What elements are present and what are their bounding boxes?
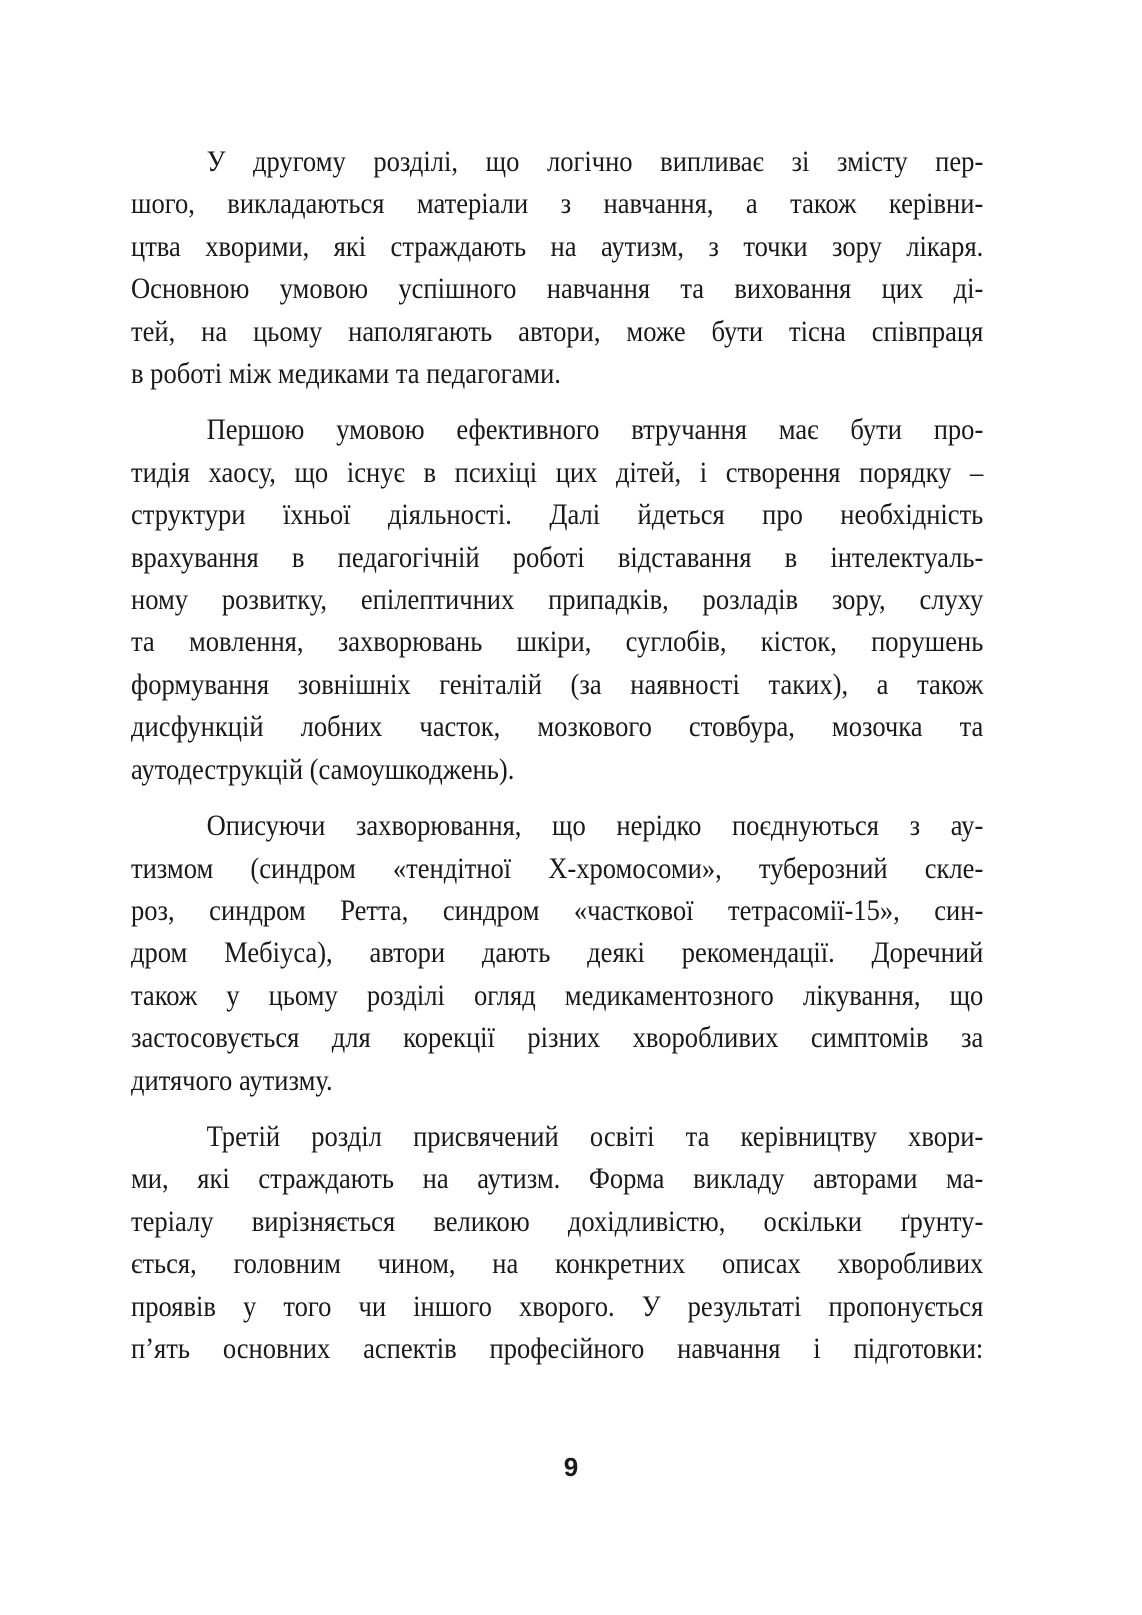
text-line: дисфункцій лобних часток, мозкового стовбура, мозочка та [131, 711, 984, 744]
text-line: та мовлення, захворювань шкіри, суглобів, кісток, порушень [131, 626, 984, 659]
text-line: тей, на цьому наполягають автори, може бути тісна співпраця [131, 315, 984, 348]
text-line: формування зовнішніх геніталій (за наявності таких), а також [131, 668, 984, 701]
text-line: проявів у того чи іншого хворого. У результаті пропонується [131, 1290, 984, 1323]
text-line: тидія хаосу, що існує в психіці цих дітей, і створення порядку – [131, 456, 984, 489]
text-line: ному розвитку, епілептичних припадків, розладів зору, слуху [131, 584, 984, 617]
text-line: дром Мебіуса), автори дають деякі рекомендації. Доречний [131, 937, 984, 970]
text-line: тизмом (синдром «тендітної Х-хромосоми», туберозний скле- [131, 852, 984, 885]
text-line: Третій розділ присвячений освіті та керівництву хвори- [206, 1120, 984, 1153]
paragraph-1 [131, 141, 983, 395]
text-line: також у цьому розділі огляд медикаментозного лікування, що [131, 979, 984, 1012]
text-line: теріалу вирізняється великою дохідливістю, оскільки ґрунту- [131, 1205, 984, 1238]
paragraph-2 [131, 409, 983, 791]
text-line: дитячого аутизму. [131, 1064, 333, 1097]
text-line: структури їхньої діяльності. Далі йдеться про необхідність [131, 499, 984, 532]
text-line: цтва хворими, які страждають на аутизм, з точки зору лікаря. [131, 230, 984, 263]
text-line: аутодеструкцій (самоушкоджень). [131, 753, 515, 786]
text-line: Основною умовою успішного навчання та виховання цих ді- [131, 273, 984, 306]
text-line: ми, які страждають на аутизм. Форма викладу авторами ма- [131, 1163, 984, 1196]
text-line: Описуючи захворювання, що нерідко поєднуються з ау- [206, 810, 984, 843]
text-line: п’ять основних аспектів професійного навчання і підготовки: [131, 1332, 984, 1365]
text-line: У другому розділі, що логічно випливає зі змісту пер- [206, 146, 984, 178]
text-line: шого, викладаються матеріали з навчання, а також керівни- [131, 188, 984, 221]
text-line: застосовується для корекції різних хворобливих симптомів за [131, 1022, 984, 1055]
page-number: 9 [563, 1452, 579, 1482]
paragraph-4 [131, 1116, 983, 1370]
text-line: роз, синдром Ретта, синдром «часткової тетрасомії-15», син- [131, 894, 984, 927]
text-line: Першою умовою ефективного втручання має бути про- [206, 414, 984, 447]
text-line: врахування в педагогічній роботі відставання в інтелектуаль- [131, 541, 984, 574]
body-text [131, 141, 984, 1384]
paragraph-3 [131, 805, 983, 1102]
text-line: в роботі між медиками та педагогами. [131, 358, 561, 391]
text-line: ється, головним чином, на конкретних описах хворобливих [131, 1248, 984, 1281]
